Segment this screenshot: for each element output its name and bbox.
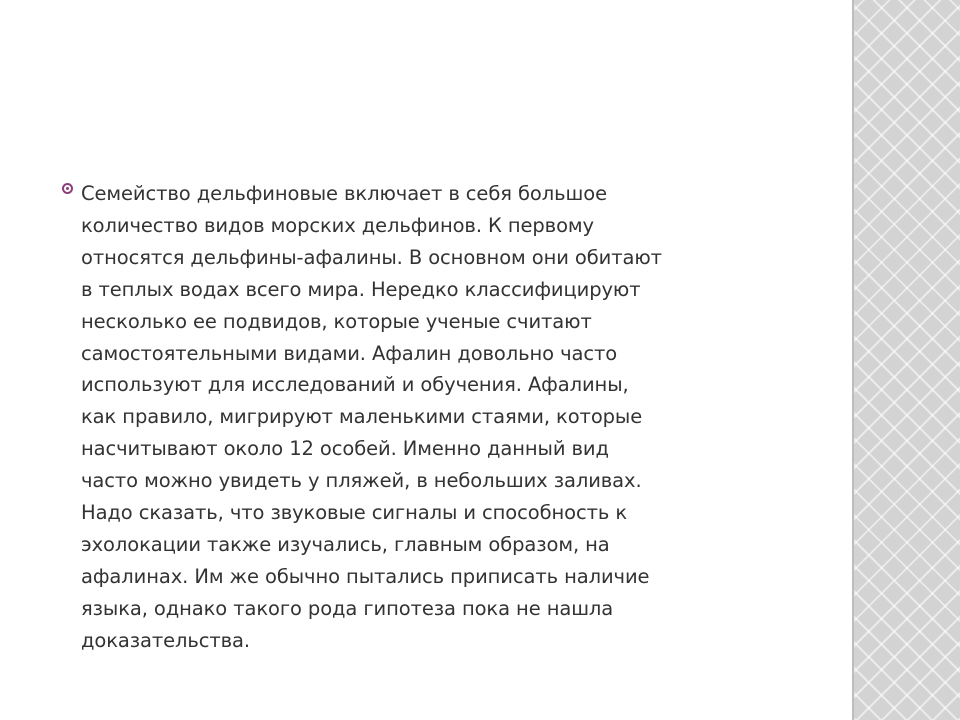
text-line: доказательства. [81,628,250,652]
text-line: языка, однако такого рода гипотеза пока не нашла [81,596,614,620]
text-line: в теплых водах всего мира. Нередко классифицируют [81,277,641,301]
text-line: самостоятельными видами. Афалин довольно часто [81,341,618,365]
body-text [81,178,781,657]
text-line: как правило, мигрируют маленькими стаями, которые [81,405,643,429]
text-line: несколько ее подвидов, которые ученые считают [81,309,592,333]
circle-bullet-icon [62,183,73,194]
text-line: афалинах. Им же обычно пытались приписать наличие [81,564,650,588]
text-line: часто можно увидеть у пляжей, в небольших заливах. [81,469,642,493]
text-line: Надо сказать, что звуковые сигналы и способность к [81,501,628,525]
text-line: Семейство дельфиновые включает в себя большое [81,182,607,205]
text-line: количество видов морских дельфинов. К первому [81,213,594,237]
text-line: используют для исследований и обучения. Афалины, [81,373,629,397]
text-line: относятся дельфины-афалины. В основном они обитают [81,245,662,269]
text-line: насчитывают около 12 особей. Именно данный вид [81,437,609,461]
decorative-side-panel [854,0,960,720]
text-line: эхолокации также изучались, главным образом, на [81,532,610,556]
